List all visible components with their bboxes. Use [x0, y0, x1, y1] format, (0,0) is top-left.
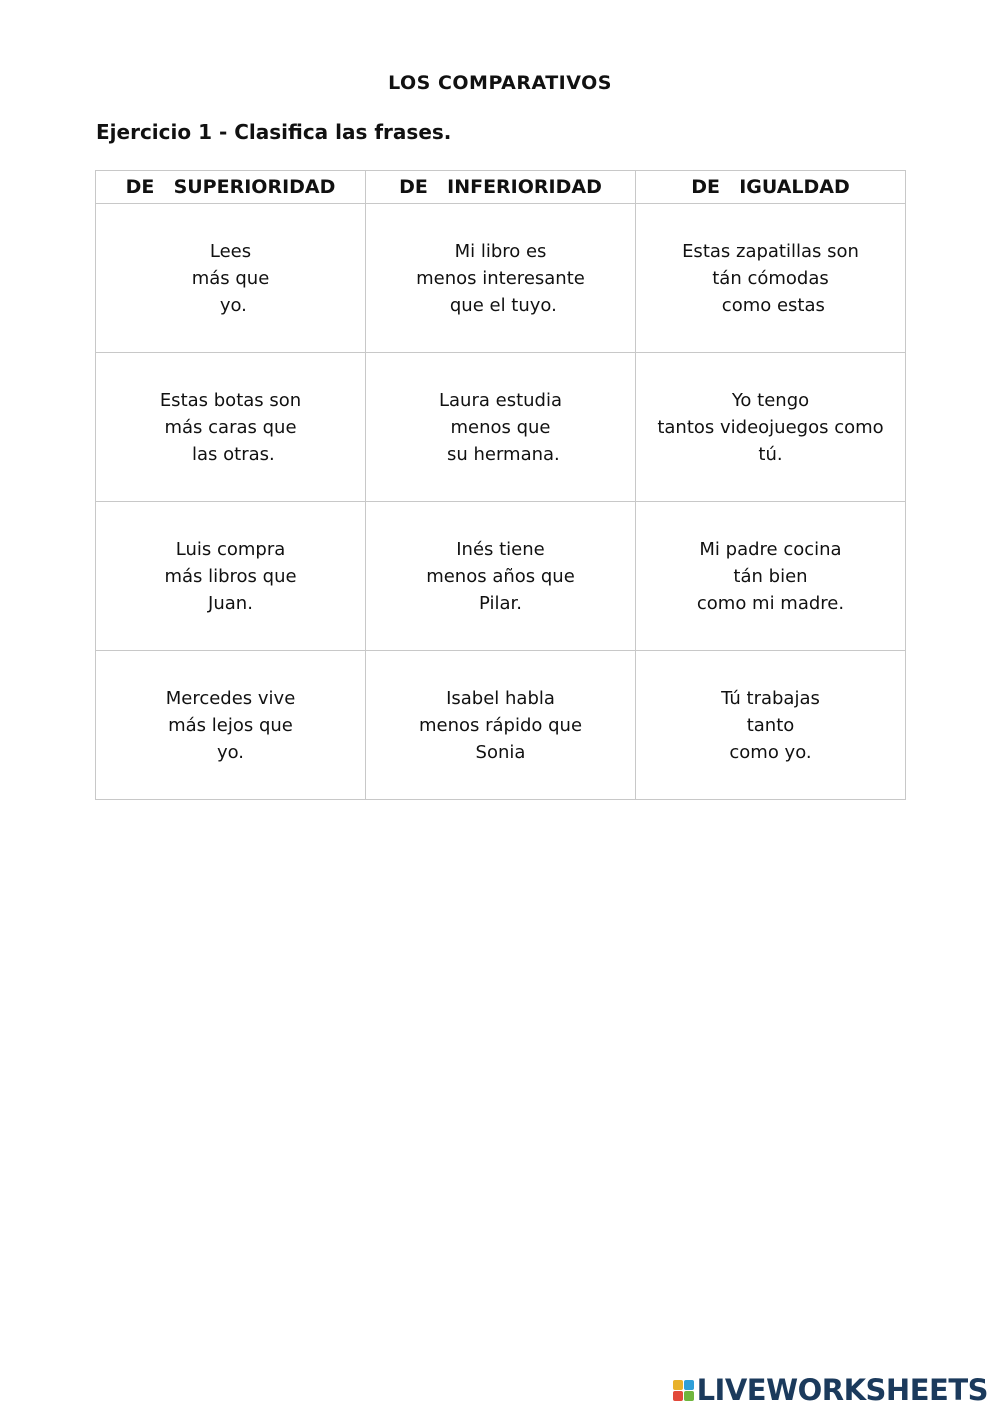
brand-wordmark: LIVEWORKSHEETS [696, 1373, 988, 1407]
sentence-line: menos años que [426, 565, 575, 587]
logo-square-red [673, 1391, 683, 1401]
sentence-line: Sonia [475, 741, 526, 763]
sentence-line: tantos videojuegos como [657, 416, 884, 438]
sentence-line: menos que [450, 416, 551, 438]
liveworksheets-logo-icon [673, 1380, 694, 1401]
sentence-cell-inferioridad [366, 204, 636, 353]
sentence-line: Estas zapatillas son [682, 240, 859, 262]
sentence-cell-inferioridad [366, 651, 636, 800]
sentence-line: su hermana. [441, 443, 560, 465]
sentence-line: yo. [214, 294, 247, 316]
column-header-inferioridad: DE INFERIORIDAD [366, 171, 636, 204]
sentence-line: Mi padre cocina [699, 538, 842, 560]
sentence-line: Laura estudia [439, 389, 562, 411]
table-row [96, 502, 906, 651]
sentence-line: más libros que [164, 565, 297, 587]
sentence-line: menos interesante [416, 267, 585, 289]
sentence-cell-inferioridad [366, 502, 636, 651]
sentence-line: Juan. [208, 592, 253, 614]
sentence-cell-superioridad [96, 502, 366, 651]
sentence-line: tanto [746, 714, 795, 736]
sentence-line: más lejos que [168, 714, 293, 736]
sentence-line: las otras. [186, 443, 275, 465]
sentence-line: como estas [716, 294, 825, 316]
table-row [96, 651, 906, 800]
sentence-cell-igualdad [636, 353, 906, 502]
sentence-line: Pilar. [479, 592, 522, 614]
sentence-cell-igualdad [636, 204, 906, 353]
table-row [96, 204, 906, 353]
sentence-line: tú. [758, 443, 783, 465]
sentence-cell-superioridad [96, 651, 366, 800]
logo-square-blue [684, 1380, 694, 1390]
sentence-line: Inés tiene [456, 538, 545, 560]
sentence-line: Mi libro es [454, 240, 547, 262]
sentence-line: Tú trabajas [721, 687, 820, 709]
sentence-cell-inferioridad [366, 353, 636, 502]
sentence-line: como mi madre. [696, 592, 845, 614]
sentence-line: tán cómodas [712, 267, 829, 289]
classification-table [95, 170, 906, 800]
table-header-row [96, 171, 906, 204]
liveworksheets-logo [673, 1374, 988, 1406]
sentence-cell-superioridad [96, 204, 366, 353]
sentence-cell-superioridad [96, 353, 366, 502]
logo-square-green [684, 1391, 694, 1401]
sentence-line: Estas botas son [159, 389, 302, 411]
sentence-line: tán bien [733, 565, 808, 587]
sentence-line: que el tuyo. [444, 294, 557, 316]
sentence-line: menos rápido que [418, 714, 583, 736]
sentence-line: más que [191, 267, 270, 289]
page-title: LOS COMPARATIVOS [388, 72, 612, 94]
sentence-line: Mercedes vive [165, 687, 296, 709]
table-row [96, 353, 906, 502]
sentence-line: Yo tengo [731, 389, 810, 411]
sentence-line: Lees [209, 240, 252, 262]
logo-square-yellow [673, 1380, 683, 1390]
sentence-line: Luis compra [175, 538, 286, 560]
sentence-line: más caras que [164, 416, 297, 438]
sentence-line: como yo. [729, 741, 812, 763]
sentence-cell-igualdad [636, 651, 906, 800]
sentence-cell-igualdad [636, 502, 906, 651]
column-header-superioridad: DE SUPERIORIDAD [96, 171, 366, 204]
table-body [96, 204, 906, 800]
sentence-line: yo. [216, 741, 245, 763]
exercise-heading: Ejercicio 1 - Clasifica las frases. [96, 120, 452, 144]
sentence-line: Isabel habla [446, 687, 555, 709]
column-header-igualdad: DE IGUALDAD [636, 171, 906, 204]
